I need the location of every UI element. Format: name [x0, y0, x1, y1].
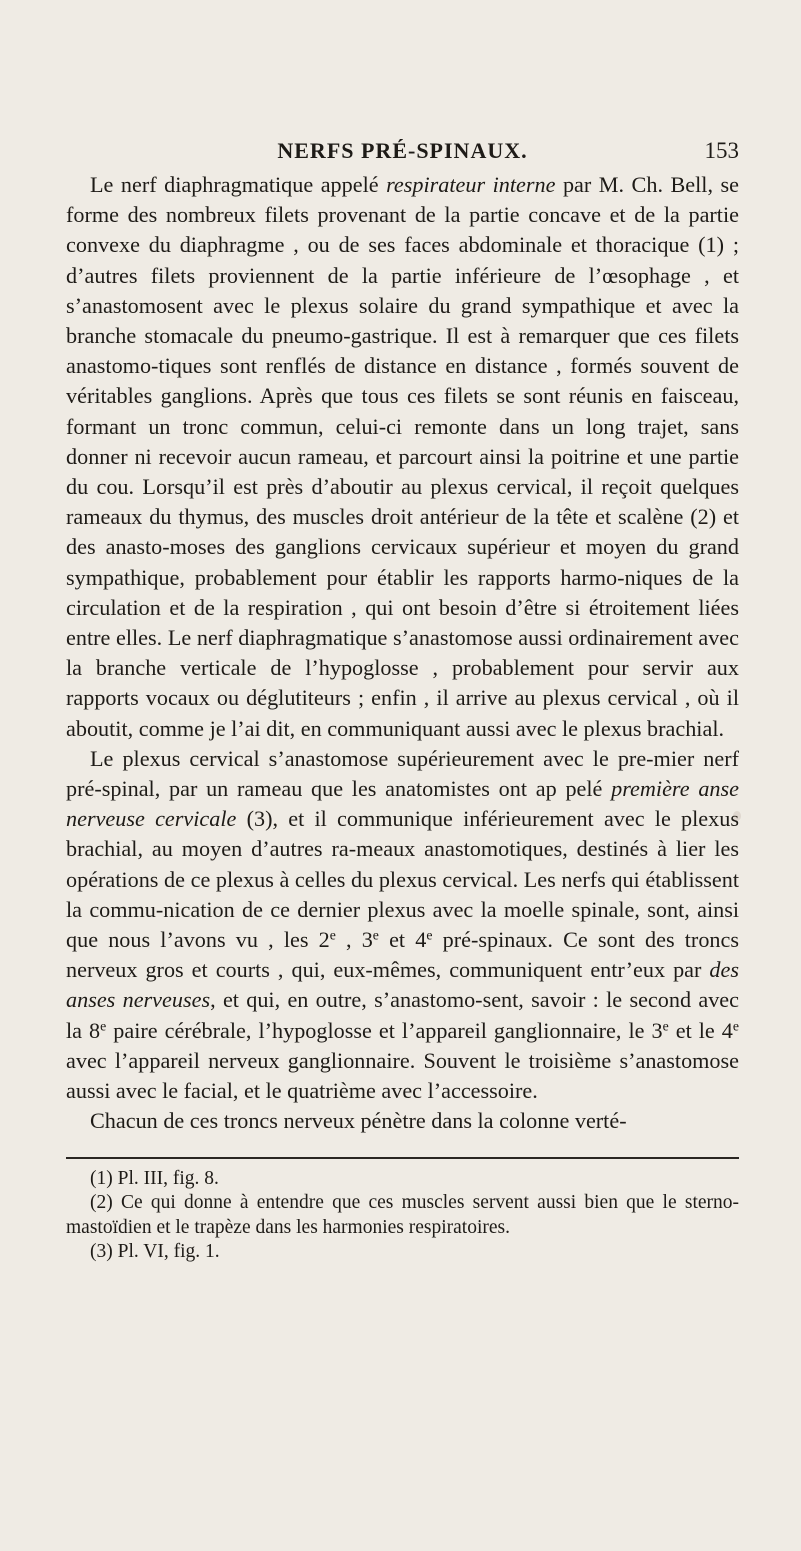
- italic-term: première anse nerveuse cervicale: [66, 776, 739, 832]
- footnote: (3) Pl. VI, fig. 1.: [90, 1241, 220, 1262]
- page-number: 153: [704, 138, 739, 163]
- superscript: e: [100, 1018, 107, 1034]
- text-run: paire cérébrale, l’hypoglosse et l’appareil ganglionnaire, le 3: [106, 1017, 663, 1043]
- text-run: (3), et il communique inférieurement avec le plexus brachial, au moyen d’autres ra-meaux anastomotiques, destinés à lier les opérations de ce plexus à celles du plexus cervical. Les nerfs qui établissent la commu-nication de ce dernier plexus avec la moelle spinale, sont, ainsi que nous l’avons vu , les 2: [66, 806, 739, 953]
- paragraph-diaphragmatic-nerve: [66, 170, 739, 744]
- text-run: Le plexus cervical s’anastomose supérieurement avec le pre-mier nerf pré-spinal, par un rameau que les anatomistes ont ap pelé: [66, 745, 739, 802]
- text-run: Le nerf diaphragmatique appelé: [90, 172, 387, 197]
- text-run: avec l’appareil nerveux ganglionnaire. Souvent le troisième s’anastomose aussi avec le facial, et le quatrième avec l’accessoire.: [66, 1047, 739, 1104]
- superscript: e: [662, 1018, 669, 1034]
- paragraph-cervical-plexus: [66, 744, 739, 1106]
- italic-term: des anses nerveuses: [66, 957, 739, 1013]
- text-run: pré-spinaux. Ce sont des troncs nerveux gros et courts , qui, eux-mêmes, communiquent entr’eux par: [66, 927, 739, 983]
- text-run: , 3: [335, 927, 373, 953]
- text-run: et le 4: [668, 1017, 733, 1043]
- paper-stain: [733, 811, 741, 821]
- superscript: e: [732, 1018, 740, 1034]
- italic-term: respirateur interne: [386, 172, 556, 197]
- footnote: (2) Ce qui donne à entendre que ces muscles servent aussi bien que le sterno-mastoïdien et le trapèze dans les harmonies respiratoires.: [66, 1192, 739, 1238]
- book-page: [0, 136, 801, 1551]
- paragraph-nerve-trunks: Chacun de ces troncs nerveux pénètre dans la colonne verté-: [90, 1108, 627, 1134]
- text-run: et 4: [378, 927, 427, 953]
- text-run: par M. Ch. Bell, se forme des nombreux filets provenant de la partie concave et de la partie convexe du diaphragme , ou de ses faces abdominale et thoracique (1) ; d’autres filets proviennent de la partie inférieure de l’œsophage , et s’anastomosent avec le plexus solaire du grand sympathique et avec la branche stomacale du pneumo-gastrique. Il est à remarquer que ces filets anastomo-tiques sont renflés de distance en distance , formés souvent de véritables ganglions. Après que tous ces filets se sont réunis en faisceau, formant un tronc commun, celui-ci remonte dans un long trajet, sans donner ni recevoir aucun rameau, et parcourt ainsi la poitrine et une partie du cou. Lorsqu’il est près d’aboutir au plexus cervical, il reçoit quelques rameaux du thymus, des muscles droit antérieur de la tête et scalène (2) et des anasto-moses des ganglions cervicaux supérieur et moyen du grand sympathique, probablement pour établir les rapports harmo-niques de la circulation et de la respiration , qui ont besoin d’être si étroitement liées entre elles. Le nerf diaphragmatique s’anastomose aussi ordinairement avec la branche verticale de l’hypoglosse , probablement pour servir aux rapports vocaux ou déglutiteurs ; enfin , il arrive au plexus cervical , où il aboutit, comme je l’ai dit, en communiquant aussi avec le plexus brachial.: [66, 172, 739, 741]
- body-text: [66, 170, 739, 1137]
- running-title: NERFS PRÉ-SPINAUX.: [277, 138, 528, 163]
- superscript: e: [372, 927, 379, 943]
- footnotes: [66, 1167, 739, 1265]
- text-run: , et qui, en outre, s’anastomo-sent, savoir : le second avec la 8: [66, 987, 739, 1043]
- superscript: e: [329, 927, 336, 943]
- footnote: (1) Pl. III, fig. 8.: [90, 1167, 219, 1189]
- footnote-rule: [66, 1157, 739, 1159]
- superscript: e: [426, 927, 433, 943]
- running-head: [66, 136, 739, 170]
